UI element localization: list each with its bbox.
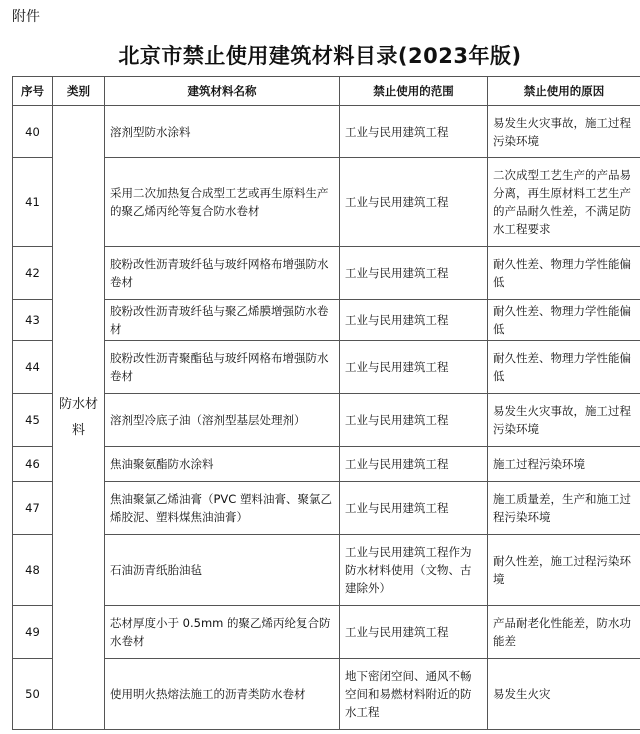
table-row [13,535,640,606]
row-number: 43 [13,300,53,341]
prohibited-reason: 易发生火灾事故，施工过程污染环境 [488,106,640,158]
material-name: 溶剂型冷底子油（溶剂型基层处理剂） [105,394,340,447]
material-name: 使用明火热熔法施工的沥青类防水卷材 [105,659,340,730]
table-row [13,606,640,659]
material-name: 采用二次加热复合成型工艺或再生原料生产的聚乙烯丙纶等复合防水卷材 [105,158,340,247]
row-number: 48 [13,535,53,606]
column-header-reason: 禁止使用的原因 [488,77,640,106]
prohibited-scope: 工业与民用建筑工程 [340,247,488,300]
prohibited-scope: 工业与民用建筑工程作为防水材料使用（文物、古建除外） [340,535,488,606]
material-name: 胶粉改性沥青玻纤毡与聚乙烯膜增强防水卷材 [105,300,340,341]
prohibited-scope: 工业与民用建筑工程 [340,106,488,158]
column-header-no: 序号 [13,77,53,106]
column-header-scope: 禁止使用的范围 [340,77,488,106]
attachment-label: 附件 [12,9,40,25]
material-name: 溶剂型防水涂料 [105,106,340,158]
table-row [13,482,640,535]
prohibited-reason: 易发生火灾事故，施工过程污染环境 [488,394,640,447]
prohibited-scope: 地下密闭空间、通风不畅空间和易燃材料附近的防水工程 [340,659,488,730]
prohibited-scope: 工业与民用建筑工程 [340,158,488,247]
material-name: 焦油聚氯乙烯油膏（PVC 塑料油膏、聚氯乙烯胶泥、塑料煤焦油油膏） [105,482,340,535]
table-row [13,158,640,247]
prohibited-reason: 施工质量差，生产和施工过程污染环境 [488,482,640,535]
row-number: 42 [13,247,53,300]
material-name: 焦油聚氨酯防水涂料 [105,447,340,482]
materials-table [12,76,640,730]
table-row [13,300,640,341]
table-row [13,447,640,482]
table-row [13,106,640,158]
prohibited-reason: 耐久性差、物理力学性能偏低 [488,300,640,341]
prohibited-reason: 施工过程污染环境 [488,447,640,482]
row-number: 47 [13,482,53,535]
row-number: 45 [13,394,53,447]
row-number: 44 [13,341,53,394]
document-title: 北京市禁止使用建筑材料目录(2023年版) [118,44,522,68]
prohibited-reason: 耐久性差、物理力学性能偏低 [488,247,640,300]
column-header-material: 建筑材料名称 [105,77,340,106]
prohibited-scope: 工业与民用建筑工程 [340,341,488,394]
table-row [13,659,640,730]
row-number: 40 [13,106,53,158]
material-name: 胶粉改性沥青玻纤毡与玻纤网格布增强防水卷材 [105,247,340,300]
prohibited-scope: 工业与民用建筑工程 [340,482,488,535]
table-row [13,341,640,394]
column-header-category: 类别 [53,77,105,106]
prohibited-reason: 易发生火灾 [488,659,640,730]
prohibited-reason: 产品耐老化性能差，防水功能差 [488,606,640,659]
prohibited-scope: 工业与民用建筑工程 [340,447,488,482]
row-number: 49 [13,606,53,659]
row-number: 41 [13,158,53,247]
prohibited-reason: 耐久性差，施工过程污染环境 [488,535,640,606]
prohibited-scope: 工业与民用建筑工程 [340,300,488,341]
material-name: 胶粉改性沥青聚酯毡与玻纤网格布增强防水卷材 [105,341,340,394]
material-name: 芯材厚度小于 0.5mm 的聚乙烯丙纶复合防水卷材 [105,606,340,659]
prohibited-scope: 工业与民用建筑工程 [340,606,488,659]
row-number: 46 [13,447,53,482]
table-header-row [13,77,640,106]
prohibited-reason: 耐久性差、物理力学性能偏低 [488,341,640,394]
prohibited-scope: 工业与民用建筑工程 [340,394,488,447]
table-row [13,394,640,447]
material-name: 石油沥青纸胎油毡 [105,535,340,606]
table-row [13,247,640,300]
category-cell: 防水材料 [53,106,105,730]
row-number: 50 [13,659,53,730]
prohibited-reason: 二次成型工艺生产的产品易分离，再生原材料工艺生产的产品耐久性差，不满足防水工程要求 [488,158,640,247]
